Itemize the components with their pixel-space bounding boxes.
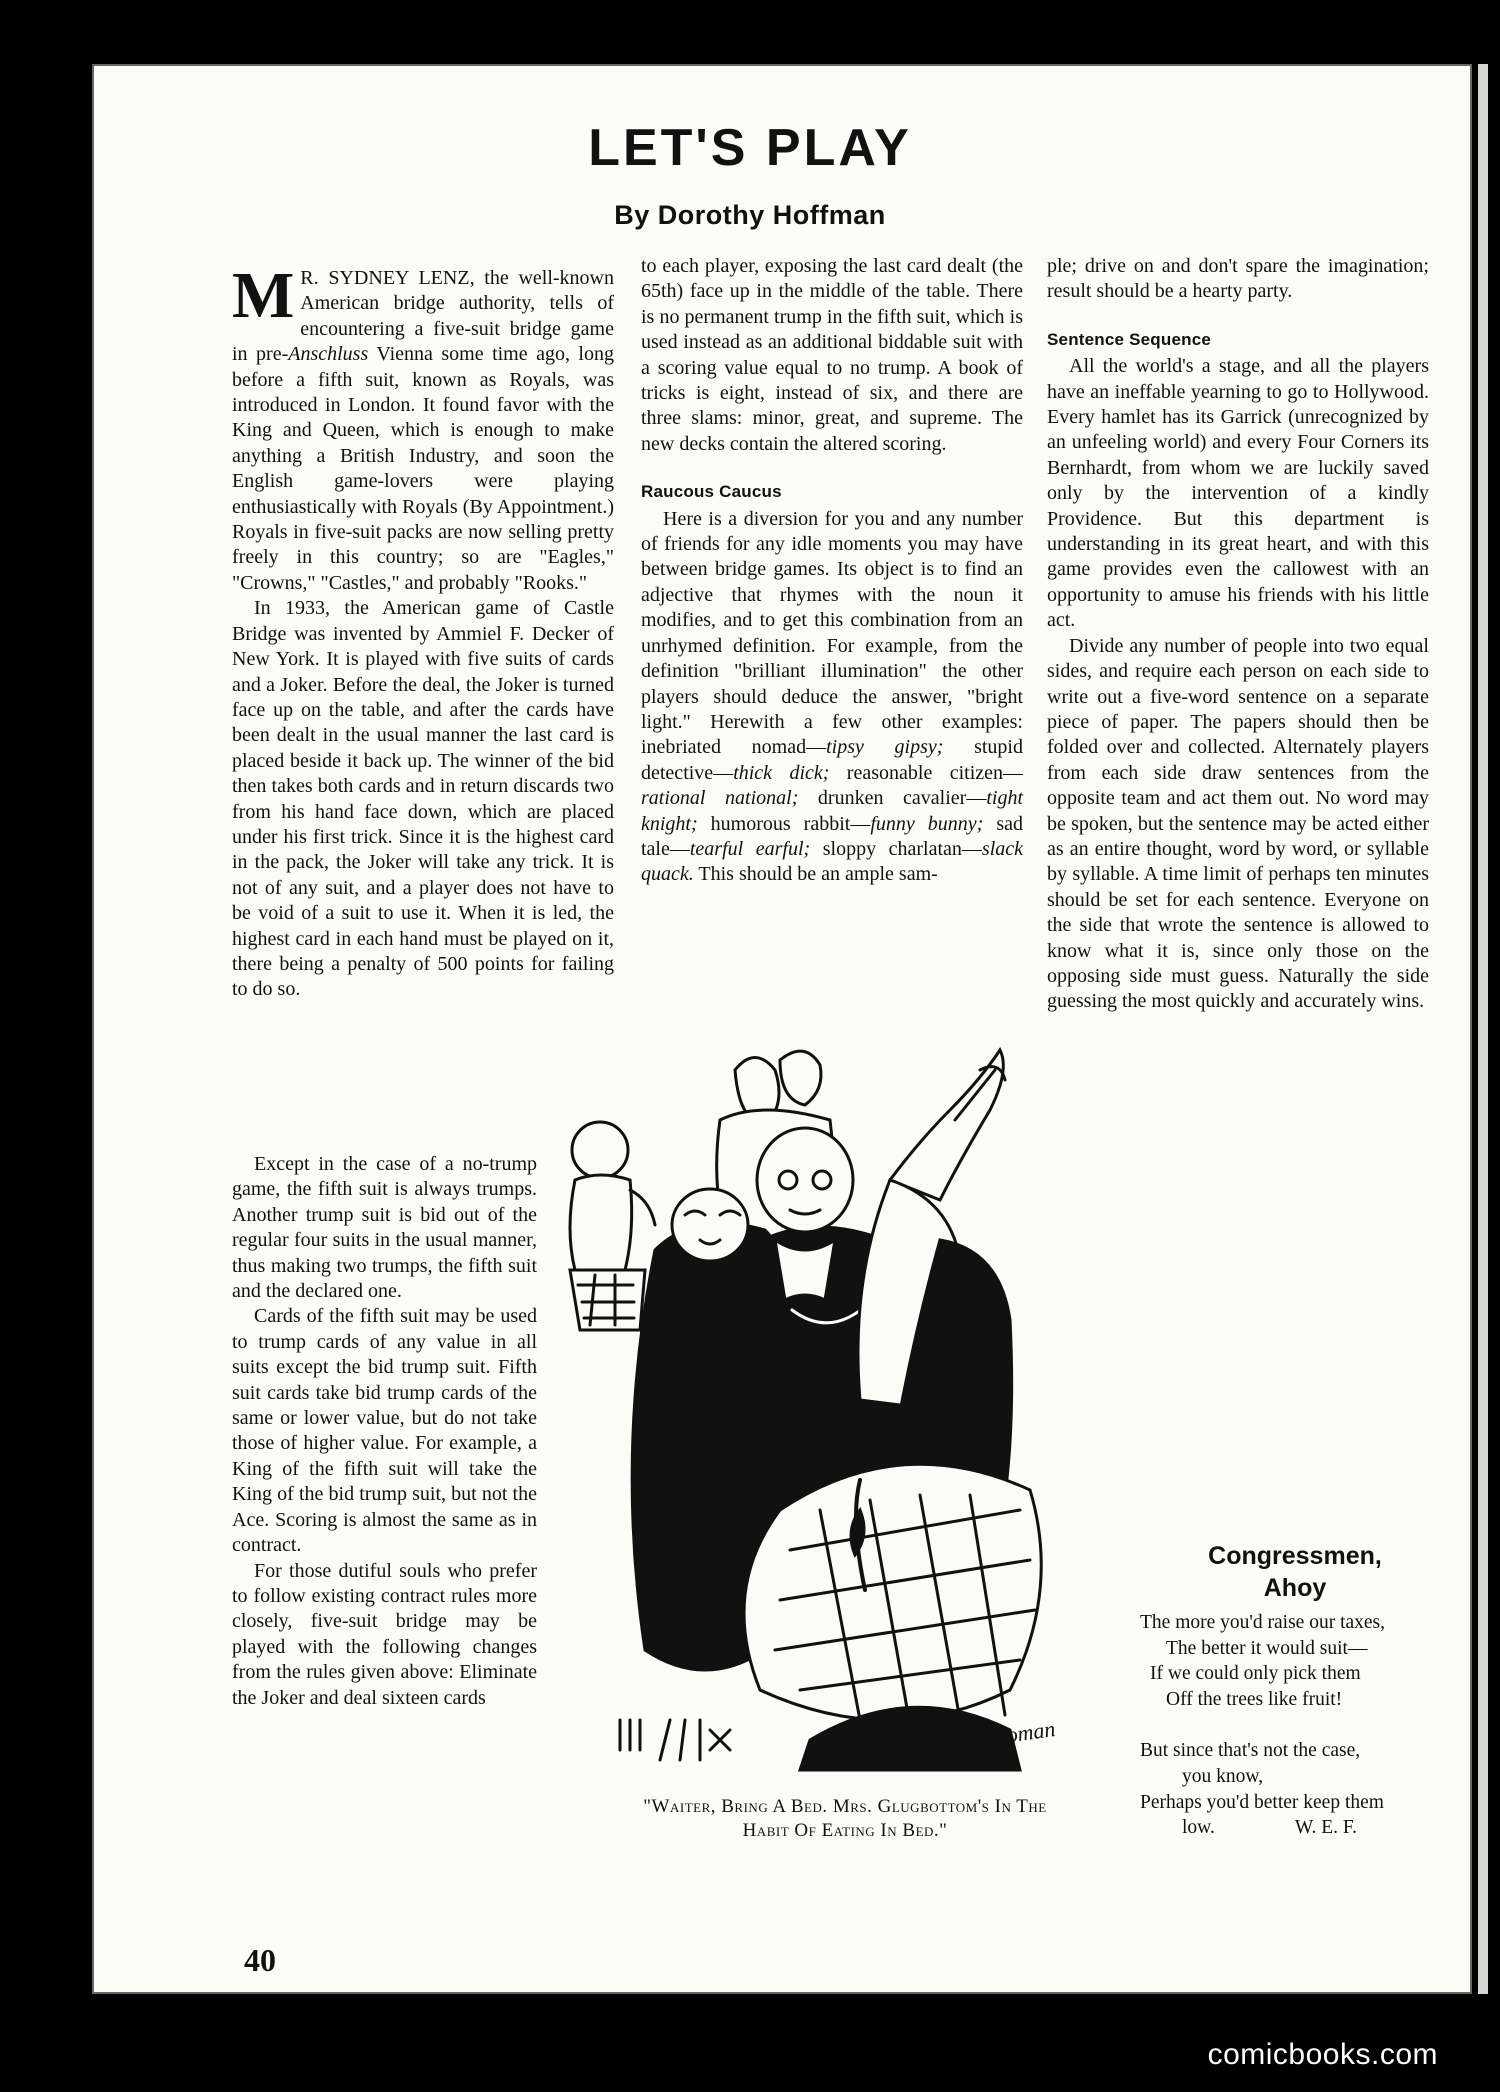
illustration-caption: "Waiter, Bring A Bed. Mrs. Glugbottom's In The Habit Of Eating In Bed." <box>643 1796 1047 1841</box>
facing-page-edge <box>1478 64 1488 1994</box>
paragraph: For those dutiful souls who prefer to follow existing contract rules more closely, five-suit bridge may be played with the following changes from the rules given above: Eliminate the Joker and deal sixteen cards <box>232 1559 537 1709</box>
paragraph: Except in the case of a no-trump game, the fifth suit is always trumps. Another trump suit is bid out of the regular four suits in the usual manner, thus making two trumps, the fifth suit and the declared one. <box>232 1153 537 1303</box>
illustration-signature: Ben Roman <box>952 1715 1057 1755</box>
poem-line: Perhaps you'd better keep them <box>1140 1791 1384 1813</box>
paragraph: In 1933, the American game of Castle Bridge was invented by Ammiel F. Decker of New York. It is played with five suits of cards and a Joker. Before the deal, the Joker is turned face up on the table, and after the cards have been dealt in the usual manner the last card is placed beside it back up. The winner of the bid then takes both cards and in return discards two from his hand face down, which are placed under his first trick. Since it is the highest card in the pack, the Joker will take any trick. It is not of any suit, and a player does not have to be void of a suit to use it. When it is led, the highest card in each hand must be played on it, there being a penalty of 500 points for failing to do so. <box>232 597 614 1001</box>
paragraph: All the world's a stage, and all the players have an ineffable yearning to go to Hollywood. Every hamlet has its Garrick (unrecognized by an unfeeling world) and every Four Corners its Bernhardt, from whom we are luckily saved only by the intervention of a kindly Providence. But this department is understanding in its great heart, and with this game provides even the callowest with an opportunity to amuse his friends with his little act. <box>1047 355 1429 632</box>
column-1 <box>232 259 614 1003</box>
paragraph: ple; drive on and don't spare the imagination; result should be a hearty party. <box>1047 255 1429 303</box>
paragraph: M R. SYDNEY LENZ, the well-known American bridge authority, tells of encountering a five-suit bridge game in pre-Anschluss Vienna some time ago, long before a fifth suit, known as Royals, was introduced in London. It found favor with the King and Queen, which is enough to make anything a British Industry, and soon the English game-lovers were playing enthusiastically with Royals (By Appointment.) Royals in five-suit packs are now selling pretty freely in this country; so are "Eagles," "Crowns," "Castles," and probably "Rooks." <box>232 259 614 594</box>
paragraph: to each player, exposing the last card dealt (the 65th) face up in the middle of the table. There is no permanent trump in the fifth suit, which is used instead as an additional biddable suit with a scoring value equal to no trump. A book of tricks is eight, instead of six, and there are three slams: minor, great, and supreme. The new decks contain the altered scoring. <box>641 255 1023 455</box>
paragraph: Here is a diversion for you and any number of friends for any idle moments you may have between bridge games. Its object is to find an adjective that rhymes with the noun it modifies, and to get this combination from an unrhymed definition. For example, from the definition "brilliant illumination" the other players should deduce the answer, "bright light." Herewith a few other examples: inebriated nomad—tipsy gipsy; stupid detective—thick dick; reasonable citizen—rational national; drunken cavalier—tight knight; humorous rabbit—funny bunny; sad tale—tearful earful; sloppy charlatan—slack quack. This should be an ample sam- <box>641 507 1024 886</box>
article-byline: By Dorothy Hoffman <box>614 200 886 230</box>
poem-line: The better it would suit— <box>1166 1637 1368 1659</box>
poem-line: you know, <box>1182 1765 1264 1787</box>
paragraph: Divide any number of people into two equal sides, and require each person on each side to write out a five-word sentence on a separate piece of paper. The papers should then be folded over and collected. Alternately players from each side draw sentences from the opposite team and act them out. No word may be spoken, but the sentence may be acted either as an entire thought, word by word, or syllable by syllable. A time limit of perhaps ten minutes should be set for each sentence. Everyone on the side that wrote the sentence is allowed to know what it is, since only those on the opposing side must guess. Naturally the side guessing the most quickly and accurately wins. <box>1047 634 1429 1013</box>
column-1-lower <box>232 1152 537 1711</box>
column-3 <box>1047 254 1429 1015</box>
poem-line: But since that's not the case, <box>1140 1740 1361 1762</box>
drop-cap: M <box>232 259 295 332</box>
poem-author: W. E. F. <box>1294 1817 1358 1839</box>
poem-line: low. W. E. F. <box>1182 1817 1358 1839</box>
poem-line: If we could only pick them <box>1150 1663 1361 1685</box>
poem-line: The more you'd raise our taxes, <box>1140 1612 1386 1633</box>
poem-line: Off the trees like fruit! <box>1166 1688 1343 1710</box>
section-heading: Sentence Sequence <box>1047 329 1212 349</box>
paragraph: Cards of the fifth suit may be used to trump cards of any value in all suits except the bid trump suit. Fifth suit cards take bid trump cards of the same or lower value, but do not take those of higher value. For example, a King of the fifth suit will take the King of the bid trump suit, but not the Ace. Scoring is almost the same as in contract. <box>232 1305 537 1557</box>
cartoon-illustration <box>560 1040 1130 1780</box>
poem <box>1140 1610 1450 1841</box>
section-heading: Raucous Caucus <box>641 482 782 502</box>
column-2 <box>641 254 1023 888</box>
poem-title: Congressmen, Ahoy <box>1208 1542 1382 1602</box>
page-number: 40 <box>244 1942 276 1978</box>
article-title: LET'S PLAY <box>588 119 912 177</box>
site-watermark: comicbooks.com <box>1207 2038 1438 2071</box>
